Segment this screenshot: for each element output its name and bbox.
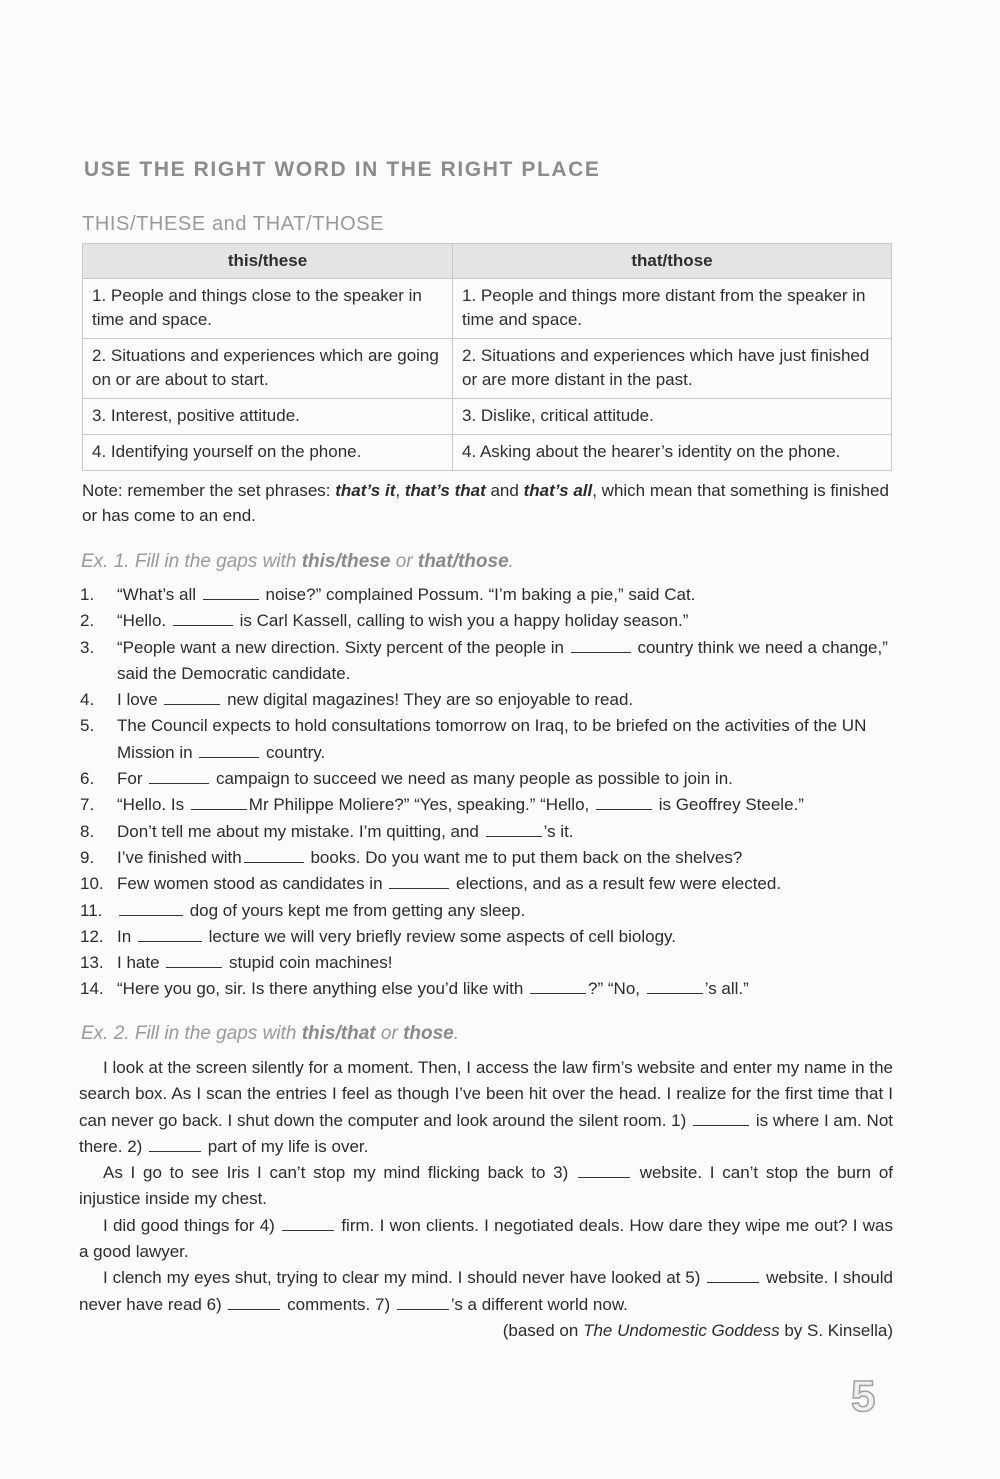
answer-blank[interactable] (397, 1293, 449, 1310)
table-cell: 2. Situations and experiences which have just finished or are more distant in the past. (453, 339, 892, 399)
answer-blank[interactable] (228, 1293, 280, 1310)
answer-blank[interactable] (119, 899, 183, 916)
phrase-thats-it: that’s it (335, 481, 396, 500)
text-source: (based on The Undomestic Goddess by S. Kinsella) (502, 1320, 893, 1340)
answer-blank[interactable] (164, 688, 220, 705)
list-item: 5. The Council expects to hold consultations tomorrow on Iraq, to be briefed on the activities of the UN Mission in country. (80, 716, 867, 762)
list-item: 9. I’ve finished with books. Do you want me to put them back on the shelves? (80, 847, 743, 867)
list-item: 6. For campaign to succeed we need as many people as possible to join in. (80, 769, 733, 789)
list-item: 2. “Hello. is Carl Kassell, calling to wish you a happy holiday season.” (80, 611, 689, 631)
table-cell: 4. Identifying yourself on the phone. (83, 435, 453, 471)
book-title: The Undomestic Goddess (583, 1320, 780, 1340)
table-row (83, 399, 892, 435)
table-header-row (83, 244, 892, 279)
answer-blank[interactable] (596, 793, 652, 810)
table-cell: 3. Interest, positive attitude. (83, 399, 453, 435)
table-cell: 1. People and things more distant from the speaker in time and space. (453, 279, 892, 339)
list-item: 8. Don’t tell me about my mistake. I’m quitting, and ’s it. (80, 821, 574, 841)
phrase-thats-all: that’s all (523, 481, 593, 500)
page-title: USE THE RIGHT WORD IN THE RIGHT PLACE (84, 158, 601, 181)
answer-blank[interactable] (149, 767, 209, 784)
list-item: 10. Few women stood as candidates in elections, and as a result few were elected. (80, 874, 782, 894)
page-number: 5 (851, 1372, 876, 1421)
answer-blank[interactable] (244, 846, 304, 863)
answer-blank[interactable] (191, 793, 247, 810)
list-item: 11. dog of yours kept me from getting any sleep. (80, 900, 526, 920)
table-row (83, 279, 892, 339)
paragraph: As I go to see Iris I can’t stop my mind flicking back to 3) website. I can’t stop the burn of injustice inside my chest. (79, 1163, 893, 1209)
list-item: 4. I love new digital magazines! They are so enjoyable to read. (80, 690, 634, 710)
exercise-2-text (79, 1055, 893, 1344)
answer-blank[interactable] (647, 977, 703, 994)
list-item: 1. “What’s all noise?” complained Possum. “I’m baking a pie,” said Cat. (80, 585, 696, 604)
paragraph: I look at the screen silently for a moment. Then, I access the law firm’s website and enter my name in the search box. As I scan the entries I feel as though I’ve been hit over the head. I realize for the first time that I can never go back. I shut down the computer and look around the silent room. 1) is where I am. Not there. 2) part of my life is over. (79, 1058, 893, 1156)
list-item: 14. “Here you go, sir. Is there anything else you’d like with ?” “No, ’s all.” (80, 979, 749, 999)
answer-blank[interactable] (707, 1266, 759, 1283)
answer-blank[interactable] (149, 1135, 201, 1152)
answer-blank[interactable] (203, 583, 259, 600)
answer-blank[interactable] (530, 977, 586, 994)
table-cell: 4. Asking about the hearer’s identity on the phone. (453, 435, 892, 471)
answer-blank[interactable] (486, 820, 542, 837)
grammar-table (82, 243, 892, 471)
list-item: 13. I hate stupid coin machines! (80, 953, 393, 973)
answer-blank[interactable] (693, 1109, 749, 1126)
set-phrases-note: Note: remember the set phrases: that’s it, that’s that and that’s all, which mean that something is finished or has come to an end. (82, 481, 889, 525)
answer-blank[interactable] (138, 925, 202, 942)
column-header-that-those: that/those (453, 244, 892, 279)
answer-blank[interactable] (389, 872, 449, 889)
table-row (83, 435, 892, 471)
table-cell: 3. Dislike, critical attitude. (453, 399, 892, 435)
paragraph: I clench my eyes shut, trying to clear my mind. I should never have looked at 5) website. I should never have read 6) comments. 7) ’s a different world now. (79, 1268, 893, 1314)
list-item: 3. “People want a new direction. Sixty percent of the people in country think we need a change,” said the Democratic candidate. (80, 637, 888, 683)
answer-blank[interactable] (578, 1161, 630, 1178)
exercise-1-list (80, 582, 895, 1003)
exercise-1-title: Ex. 1. Fill in the gaps with this/these or that/those. (81, 551, 514, 572)
table-row (83, 339, 892, 399)
list-item: 12. In lecture we will very briefly review some aspects of cell biology. (80, 926, 676, 946)
exercise-2-title: Ex. 2. Fill in the gaps with this/that or those. (81, 1023, 460, 1044)
table-cell: 2. Situations and experiences which are going on or are about to start. (83, 339, 453, 399)
answer-blank[interactable] (199, 741, 259, 758)
table-cell: 1. People and things close to the speaker in time and space. (83, 279, 453, 339)
column-header-this-these: this/these (83, 244, 453, 279)
phrase-thats-that: that’s that (404, 481, 486, 500)
answer-blank[interactable] (571, 636, 631, 653)
list-item: 7. “Hello. Is Mr Philippe Moliere?” “Yes, speaking.” “Hello, is Geoffrey Steele.” (80, 795, 804, 815)
section-subtitle: THIS/THESE and THAT/THOSE (82, 213, 385, 235)
answer-blank[interactable] (166, 951, 222, 968)
answer-blank[interactable] (282, 1214, 334, 1231)
answer-blank[interactable] (173, 609, 233, 626)
paragraph: I did good things for 4) firm. I won clients. I negotiated deals. How dare they wipe me out? I was a good lawyer. (79, 1215, 893, 1262)
